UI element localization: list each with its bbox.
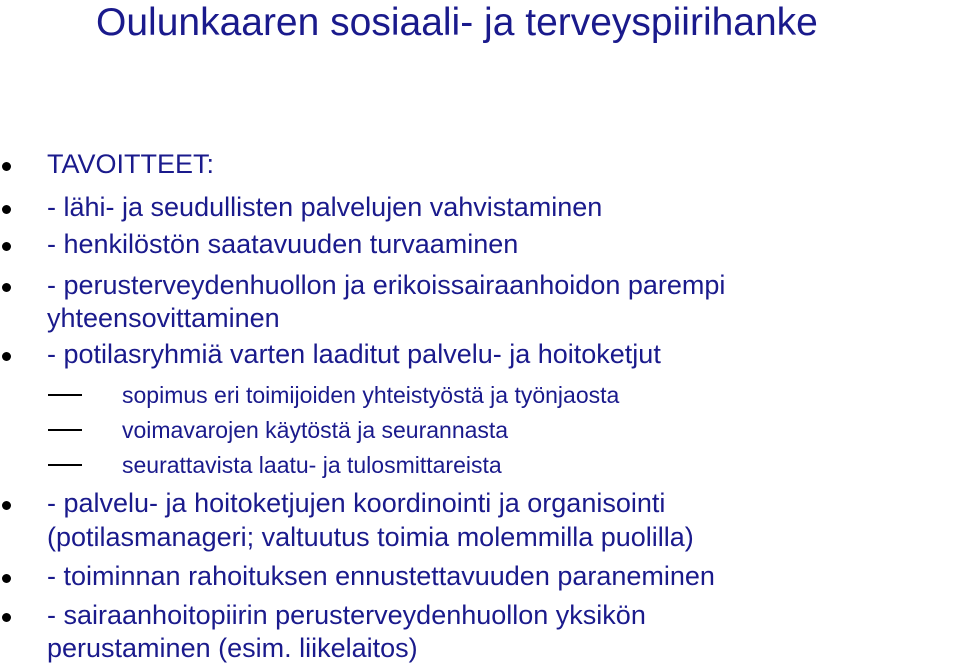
slide-title: Oulunkaaren sosiaali- ja terveyspiirihanke (96, 1, 818, 44)
list-item: - potilasryhmiä varten laaditut palvelu- ja hoitoketjut (47, 339, 661, 369)
bullet-dot-icon (2, 613, 11, 622)
sub-list-item: seurattavista laatu- ja tulosmittareista (122, 452, 502, 478)
list-item-continuation: perustaminen (esim. liikelaitos) (47, 633, 418, 663)
list-item: - toiminnan rahoituksen ennustettavuuden paraneminen (47, 561, 715, 591)
list-item: - palvelu- ja hoitoketjujen koordinointi ja organisointi (47, 488, 666, 518)
dash-icon (48, 394, 82, 396)
bullet-dot-icon (2, 352, 11, 361)
bullet-dot-icon (2, 574, 11, 583)
bullet-dot-icon (2, 242, 11, 251)
bullet-dot-icon (2, 205, 11, 214)
list-item-continuation: yhteensovittaminen (47, 303, 280, 333)
list-item: - perusterveydenhuollon ja erikoissairaanhoidon parempi (47, 270, 726, 300)
sub-list-item: voimavarojen käytöstä ja seurannasta (122, 417, 509, 443)
bullet-dot-icon (2, 162, 11, 171)
list-item: - lähi- ja seudullisten palvelujen vahvistaminen (47, 192, 603, 222)
list-item: - henkilöstön saatavuuden turvaaminen (47, 229, 519, 259)
dash-icon (48, 464, 82, 466)
bullet-dot-icon (2, 501, 11, 510)
list-item-continuation: (potilasmanageri; valtuutus toimia molemmilla puolilla) (47, 522, 694, 552)
bullet-dot-icon (2, 283, 11, 292)
sub-list-item: sopimus eri toimijoiden yhteistyöstä ja työnjaosta (122, 382, 620, 408)
list-item: - sairaanhoitopiirin perusterveydenhuollon yksikön (47, 600, 646, 630)
dash-icon (48, 429, 82, 431)
list-item-tavoitteet: TAVOITTEET: (47, 149, 215, 179)
